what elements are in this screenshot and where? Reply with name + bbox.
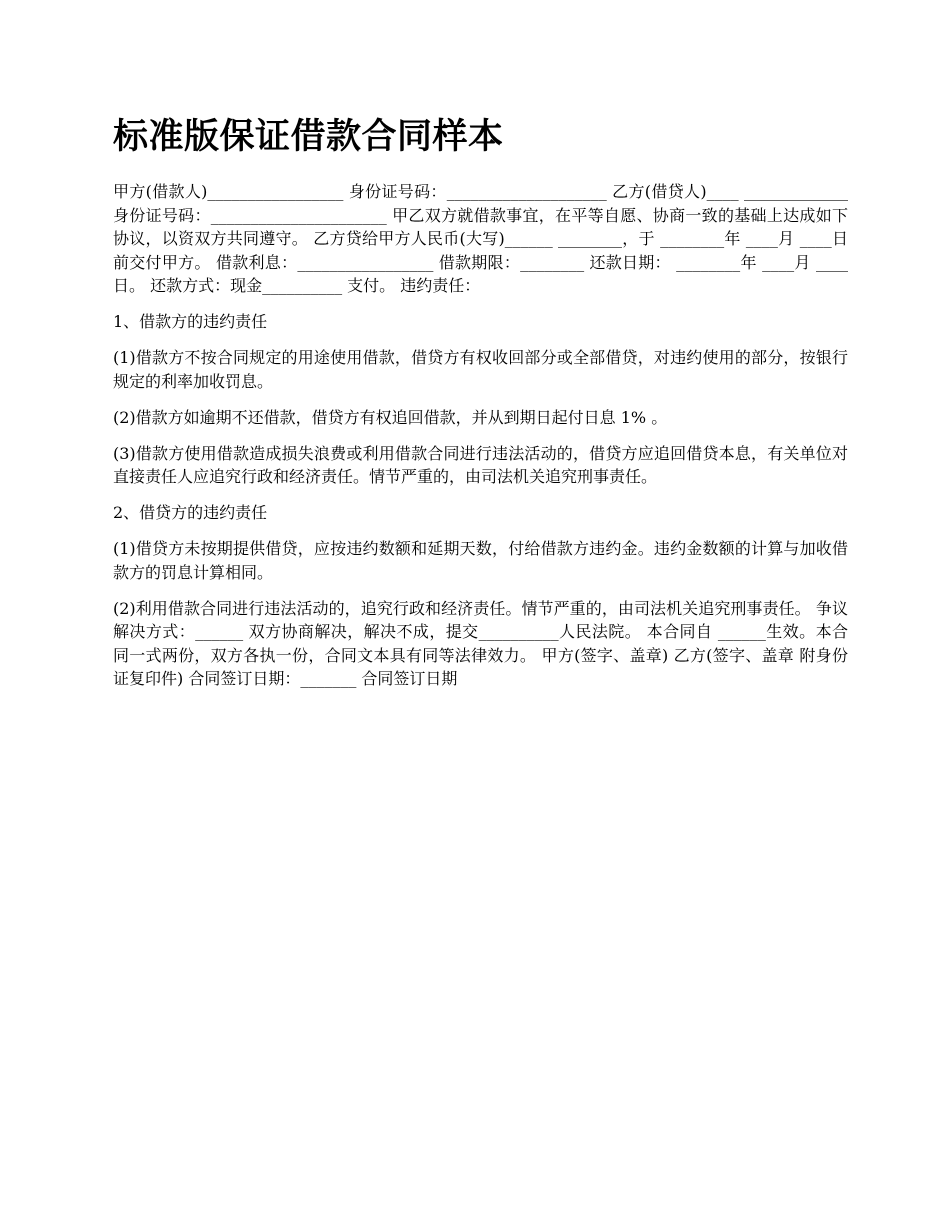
clause-lender-2-and-signatures: (2)利用借款合同进行违法活动的，追究行政和经济责任。情节严重的，由司法机关追究刑事责任。 争议解决方式：______ 双方协商解决，解决不成，提交__________人民法院。 本合同自 ______生效。本合同一式两份，双方各执一份，合同文本具有同等法律效力。 甲方(签字、盖章) 乙方(签字、盖章 附身份证复印件) 合同签订日期：_______ 合同签订日期 bbox=[113, 598, 848, 688]
section-heading-borrower-liability: 1、借款方的违约责任 bbox=[113, 312, 268, 331]
section-heading-lender-liability: 2、借贷方的违约责任 bbox=[113, 503, 268, 522]
paragraph-parties-and-terms: 甲方(借款人)_________________ 身份证号码：____________________ 乙方(借贷人)____ _____________ 身份证号码：______________________ 甲乙双方就借款事宜，在平等自愿、协商一致的基础上达成如下协议，以资双方共同遵守。 乙方贷给甲方人民币(大写)______ ________，于 ________年 ____月 ____日前交付甲方。 借款利息：_________________ 借款期限：________ 还款日期： ________年 ____月 ____日。 还款方式：现金__________ 支付。 违约责任： bbox=[113, 182, 848, 295]
clause-borrower-3: (3)借款方使用借款造成损失浪费或利用借款合同进行违法活动的，借贷方应追回借贷本息，有关单位对直接责任人应追究行政和经济责任。情节严重的，由司法机关追究刑事责任。 bbox=[113, 443, 848, 486]
clause-borrower-1: (1)借款方不按合同规定的用途使用借款，借贷方有权收回部分或全部借贷，对违约使用的部分，按银行规定的利率加收罚息。 bbox=[113, 348, 848, 391]
clause-borrower-2: (2)借款方如逾期不还借款，借贷方有权追回借款，并从到期日起付日息 1% 。 bbox=[113, 407, 668, 427]
document-body bbox=[113, 180, 848, 703]
clause-lender-1: (1)借贷方未按期提供借贷，应按违约数额和延期天数，付给借款方违约金。违约金数额的计算与加收借款方的罚息计算相同。 bbox=[113, 539, 848, 582]
document-title: 标准版保证借款合同样本 bbox=[113, 117, 504, 157]
